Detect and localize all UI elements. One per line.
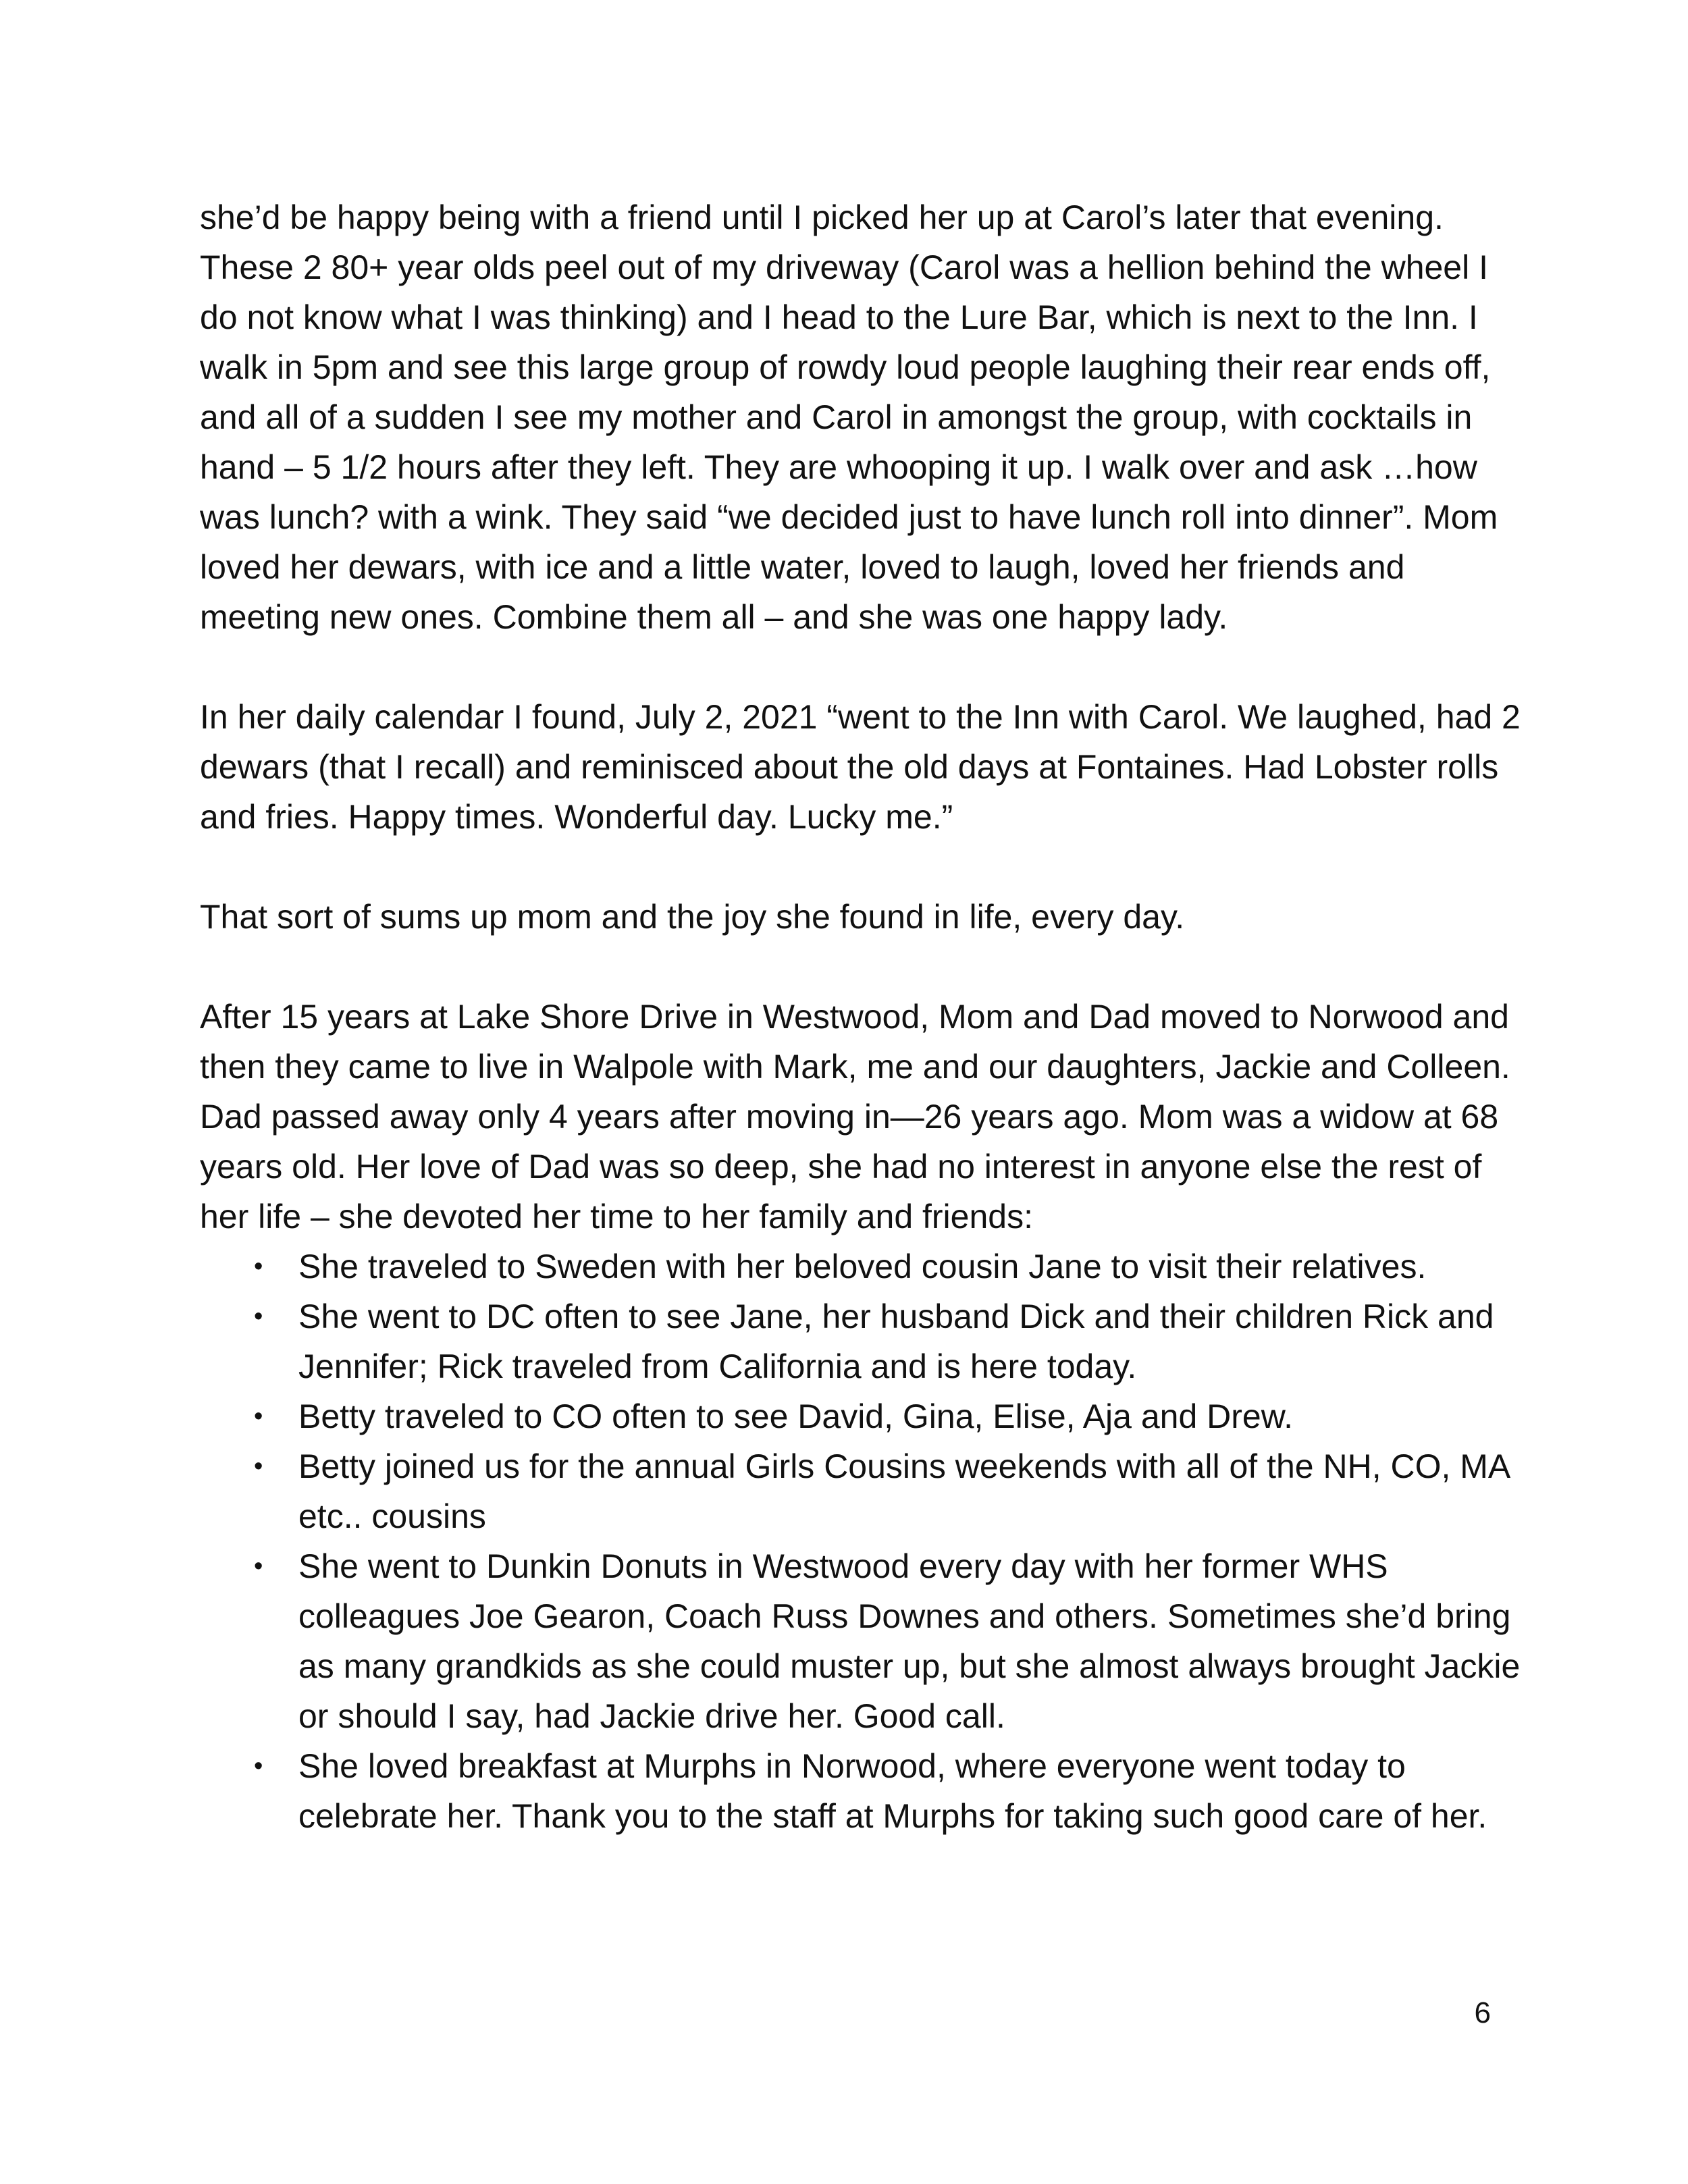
paragraph-lure-bar-story: she’d be happy being with a friend until I picked her up at Carol’s later that evening. These 2 80+ year olds peel out of my driveway (Carol was a hellion behind the wheel I do not know what I was thinking) and I head to the Lure Bar, which is next to the Inn. I walk in 5pm and see this large group of rowdy loud people laughing their rear ends off, and all of a sudden I see my mother and Carol in amongst the group, with cocktails in hand – 5 1/2 hours after they left. They are whooping it up. I walk over and ask …how was lunch? with a wink. They said “we decided just to have lunch roll into dinner”. Mom loved her dewars, with ice and a little water, loved to laugh, loved her friends and meeting new ones. Combine them all – and she was one happy lady.	[200, 198, 1498, 636]
list-item-text: Betty joined us for the annual Girls Cousins weekends with all of the NH, CO, MA etc.. cousins	[298, 1447, 1509, 1535]
list-item	[200, 1541, 1523, 1741]
list-item	[200, 1741, 1523, 1841]
activities-list	[200, 1242, 1523, 1841]
bullet-icon: •	[254, 1752, 263, 1780]
page-number: 6	[1474, 1996, 1491, 2029]
bullet-icon: •	[254, 1252, 263, 1281]
paragraph-joy-summary: That sort of sums up mom and the joy she found in life, every day.	[200, 898, 1185, 936]
list-item	[200, 1291, 1523, 1391]
bullet-icon: •	[254, 1552, 263, 1580]
bullet-icon: •	[254, 1302, 263, 1331]
page-body	[200, 192, 1523, 1841]
list-item-text: She went to DC often to see Jane, her husband Dick and their children Rick and Jennifer; Rick traveled from California and is here today.	[298, 1298, 1494, 1385]
list-item	[200, 1242, 1523, 1291]
list-item-text: Betty traveled to CO often to see David, Gina, Elise, Aja and Drew.	[298, 1397, 1293, 1435]
list-item-text: She loved breakfast at Murphs in Norwood, where everyone went today to celebrate her. Thank you to the staff at Murphs for taking such good care of her.	[298, 1747, 1487, 1835]
list-item-text: She went to Dunkin Donuts in Westwood every day with her former WHS colleagues Joe Gearon, Coach Russ Downes and others. Sometimes she’d bring as many grandkids as she could muster up, but she almost always brought Jackie or should I say, had Jackie drive her. Good call.	[298, 1547, 1521, 1735]
list-item	[200, 1441, 1523, 1541]
list-item	[200, 1391, 1523, 1441]
paragraph-move-to-walpole: After 15 years at Lake Shore Drive in Westwood, Mom and Dad moved to Norwood and then they came to live in Walpole with Mark, me and our daughters, Jackie and Colleen. Dad passed away only 4 years after moving in—26 years ago. Mom was a widow at 68 years old. Her love of Dad was so deep, she had no interest in anyone else the rest of her life – she devoted her time to her family and friends:	[200, 998, 1510, 1235]
paragraph-daily-calendar: In her daily calendar I found, July 2, 2021 “went to the Inn with Carol. We laughed, had 2 dewars (that I recall) and reminisced about the old days at Fontaines. Had Lobster rolls and fries. Happy times. Wonderful day. Lucky me.”	[200, 698, 1521, 836]
list-item-text: She traveled to Sweden with her beloved cousin Jane to visit their relatives.	[298, 1248, 1427, 1285]
bullet-icon: •	[254, 1452, 263, 1481]
bullet-icon: •	[254, 1402, 263, 1431]
